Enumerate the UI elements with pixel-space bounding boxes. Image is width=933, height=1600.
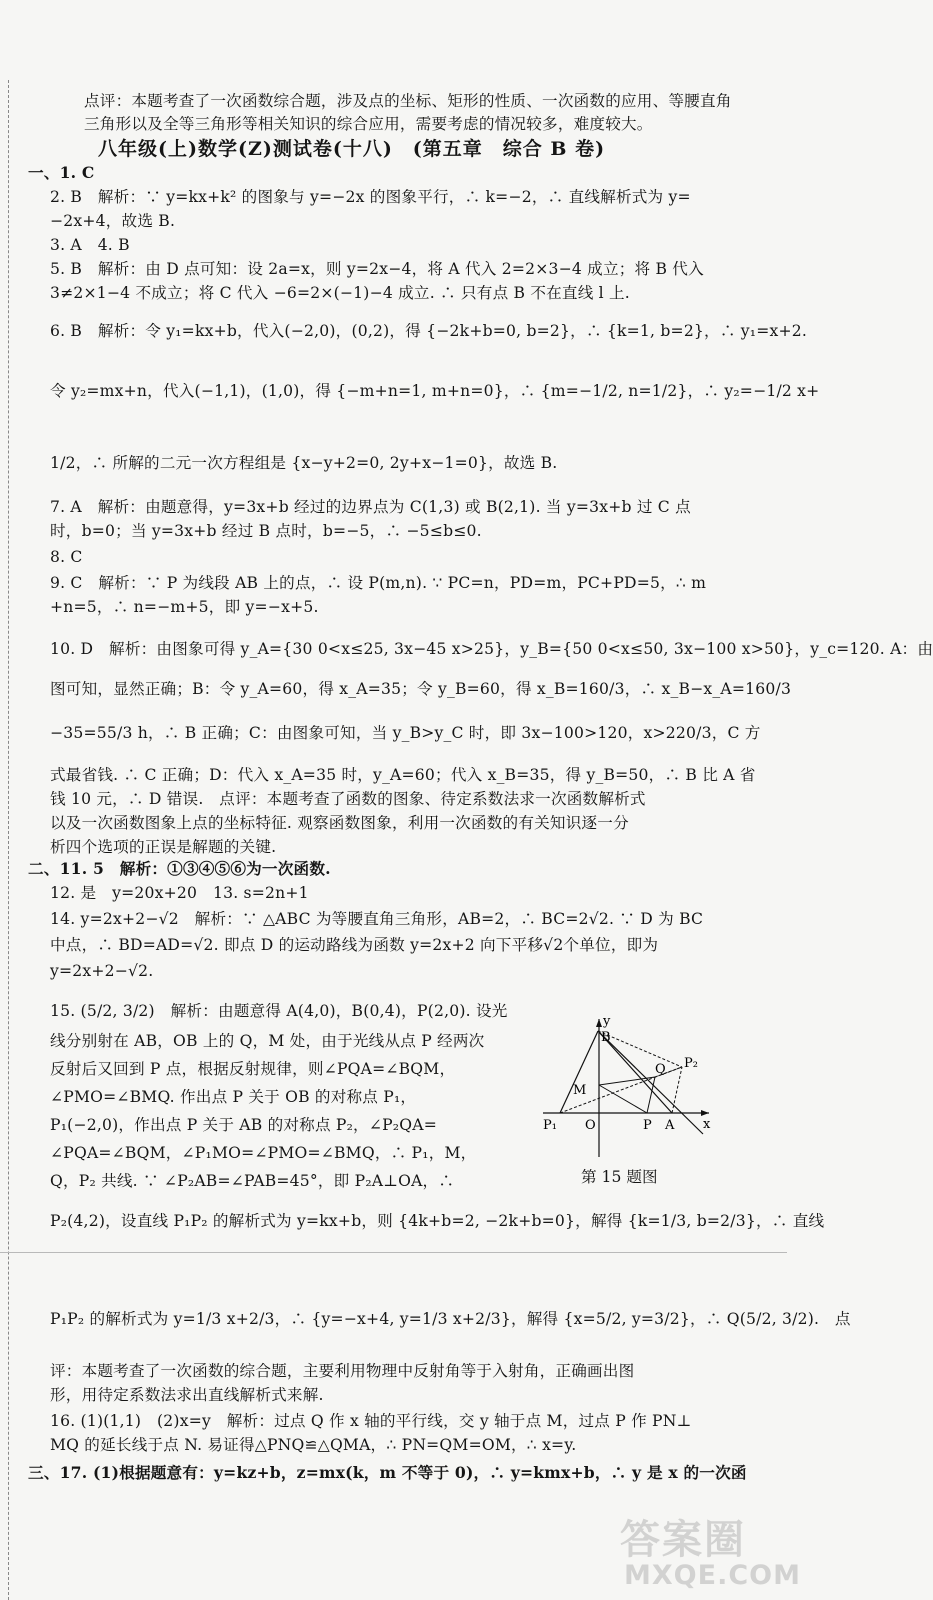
figure-caption: 第 15 题图 (581, 1168, 658, 1186)
text-line: Q，P₂ 共线. ∵ ∠P₂AB=∠PAB=45°，即 P₂A⊥OA，∴ (50, 1172, 455, 1190)
text-line: −2x+4，故选 B. (50, 212, 176, 230)
text-line: 6. B 解析：令 y₁=kx+b，代入(−2,0)，(0,2)，得 {−2k+b=0, b=2}，∴ {k=1, b=2}，∴ y₁=x+2. (50, 322, 808, 340)
figure-label: P (643, 1118, 652, 1133)
text-line: 三角形以及全等三角形等相关知识的综合应用，需要考虑的情况较多，难度较大。 (84, 115, 653, 133)
text-line: P₁P₂ 的解析式为 y=1/3 x+2/3，∴ {y=−x+4, y=1/3 x+2/3}，解得 {x=5/2, y=3/2}，∴ Q(5/2, 3/2). 点 (50, 1310, 851, 1328)
text-line: 12. 是 y=20x+20 13. s=2n+1 (50, 884, 309, 902)
text-line: 线分别射在 AB，OB 上的 Q，M 处，由于光线从点 P 经两次 (50, 1032, 485, 1050)
watermark-logo: 答案圈 (620, 1517, 746, 1563)
text-line: 3≠2×1−4 不成立；将 C 代入 −6=2×(−1)−4 成立. ∴ 只有点 B 不在直线 l 上. (50, 284, 630, 302)
figure-label: A (665, 1118, 675, 1133)
section-title: 八年级(上)数学(Z)测试卷(十八) (第五章 综合 B 卷) (98, 138, 606, 160)
figure-label: B (601, 1030, 611, 1045)
text-line: MQ 的延长线于点 N. 易证得△PNQ≌△QMA，∴ PN=QM=OM，∴ x=y. (50, 1436, 577, 1454)
text-line: 1/2，∴ 所解的二元一次方程组是 {x−y+2=0, 2y+x−1=0}，故选 B. (50, 454, 558, 472)
figure-label: x (703, 1117, 711, 1132)
text-line: 评：本题考查了一次函数的综合题，主要利用物理中反射角等于入射角，正确画出图 (50, 1362, 635, 1380)
text-line: 10. D 解析：由图象可得 y_A={30 0<x≤25, 3x−45 x>25}，y_B={50 0<x≤50, 3x−100 x>50}，y_c=120. A：由 (50, 640, 933, 658)
binding-margin-rule (8, 80, 10, 1600)
text-line: 令 y₂=mx+n，代入(−1,1)，(1,0)，得 {−m+n=1, m+n=0}，∴ {m=−1/2, n=1/2}，∴ y₂=−1/2 x+ (50, 382, 820, 400)
problem-15-figure (543, 1015, 715, 1163)
text-line: 时，b=0；当 y=3x+b 经过 B 点时，b=−5，∴ −5≤b≤0. (50, 522, 482, 540)
figure-label: P₂ (684, 1056, 698, 1071)
text-line: 式最省钱. ∴ C 正确；D：代入 x_A=35 时，y_A=60；代入 x_B=35，得 y_B=50，∴ B 比 A 省 (50, 766, 756, 784)
text-line: 形，用待定系数法求出直线解析式来解. (50, 1386, 324, 1404)
text-line: 二、11. 5 解析：①③④⑤⑥为一次函数. (28, 859, 331, 878)
text-line: 反射后又回到 P 点，根据反射规律，则∠PQA=∠BQM， (50, 1060, 456, 1078)
figure-label: O (585, 1118, 596, 1133)
figure-label: P₁ (543, 1118, 557, 1133)
text-line: 一、1. C (28, 163, 95, 182)
text-line: 14. y=2x+2−√2 解析：∵ △ABC 为等腰直角三角形，AB=2，∴ BC=2√2. ∵ D 为 BC (50, 910, 704, 928)
text-line: 9. C 解析：∵ P 为线段 AB 上的点，∴ 设 P(m,n). ∵ PC=n，PD=m，PC+PD=5，∴ m (50, 574, 707, 592)
text-line: 中点，∴ BD=AD=√2. 即点 D 的运动路线为函数 y=2x+2 向下平移√2个单位，即为 (50, 936, 659, 954)
text-line: 5. B 解析：由 D 点可知：设 2a=x，则 y=2x−4，将 A 代入 2=2×3−4 成立；将 B 代入 (50, 260, 704, 278)
text-line: 点评：本题考查了一次函数综合题，涉及点的坐标、矩形的性质、一次函数的应用、等腰直角 (84, 92, 732, 110)
text-line: +n=5，∴ n=−m+5，即 y=−x+5. (50, 598, 319, 616)
text-line: P₂(4,2)，设直线 P₁P₂ 的解析式为 y=kx+b，则 {4k+b=2, −2k+b=0}，解得 {k=1/3, b=2/3}，∴ 直线 (50, 1212, 825, 1230)
text-line: 7. A 解析：由题意得，y=3x+b 经过的边界点为 C(1,3) 或 B(2,1). 当 y=3x+b 过 C 点 (50, 498, 691, 516)
watermark (612, 1508, 801, 1594)
text-line: 图可知，显然正确；B：令 y_A=60，得 x_A=35；令 y_B=60，得 x_B=160/3，∴ x_B−x_A=160/3 (50, 680, 792, 698)
text-line: 3. A 4. B (50, 236, 130, 254)
text-line: P₁(−2,0)，作出点 P 关于 AB 的对称点 P₂，∠P₂QA= (50, 1116, 437, 1134)
page-fold-line (0, 1252, 787, 1253)
text-line: 析四个选项的正误是解题的关键. (50, 838, 277, 856)
text-line: 8. C (50, 548, 83, 566)
text-line: 钱 10 元，∴ D 错误. 点评：本题考查了函数的图象、待定系数法求一次函数解析式 (50, 790, 646, 808)
figure-label: Q (655, 1062, 666, 1077)
watermark-url: MXQE.COM (624, 1560, 801, 1591)
text-line: 16. (1)(1,1) (2)x=y 解析：过点 Q 作 x 轴的平行线，交 y 轴于点 M，过点 P 作 PN⊥ (50, 1412, 692, 1430)
text-line: 2. B 解析：∵ y=kx+k² 的图象与 y=−2x 的图象平行，∴ k=−2，∴ 直线解析式为 y= (50, 188, 691, 206)
figure-label: M (573, 1083, 587, 1098)
figure-label: y (603, 1014, 611, 1029)
text-line: y=2x+2−√2. (50, 962, 154, 980)
text-line: ∠PMO=∠BMQ. 作出点 P 关于 OB 的对称点 P₁， (50, 1088, 417, 1106)
text-line: 以及一次函数图象上点的坐标特征. 观察函数图象，利用一次函数的有关知识逐一分 (50, 814, 629, 832)
text-line: ∠PQA=∠BQM，∠P₁MO=∠PMO=∠BMQ，∴ P₁，M， (50, 1144, 477, 1162)
text-line: 三、17. (1)根据题意有：y=kz+b，z=mx(k，m 不等于 0)，∴ y=kmx+b，∴ y 是 x 的一次函 (28, 1463, 747, 1482)
text-line: 15. (5/2, 3/2) 解析：由题意得 A(4,0)，B(0,4)，P(2,0). 设光 (50, 1002, 508, 1020)
text-line: −35=55/3 h，∴ B 正确；C：由图象可知，当 y_B>y_C 时，即 3x−100>120，x>220/3，C 方 (50, 724, 761, 742)
